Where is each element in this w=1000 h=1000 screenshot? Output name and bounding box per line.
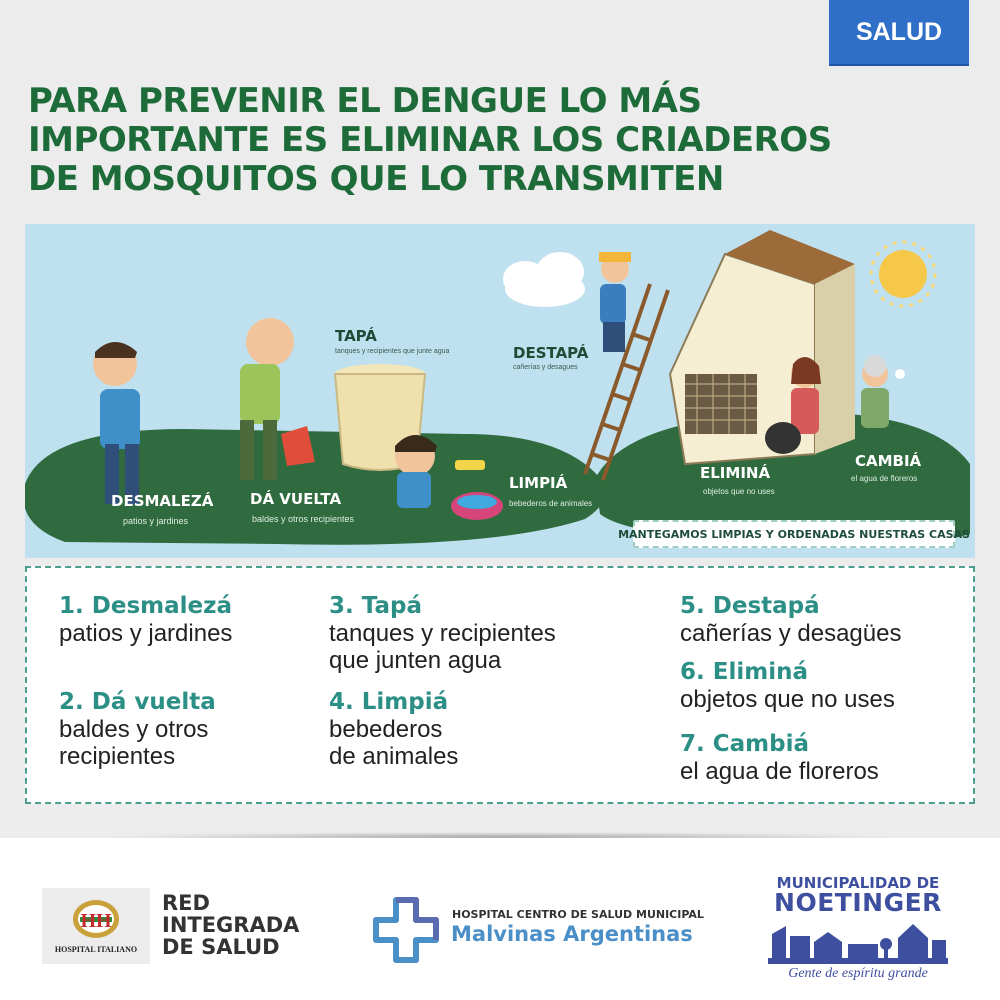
step-item	[680, 658, 895, 713]
step-title: 7. Cambiá	[680, 731, 809, 757]
footer-logos	[0, 838, 1000, 1000]
step-item	[59, 688, 216, 770]
step-item	[680, 730, 879, 785]
town-skyline-icon	[768, 918, 948, 964]
label-cambia: CAMBIÁ	[855, 452, 922, 470]
label-tapa-sub: tanques y recipientes que junte agua	[335, 348, 450, 355]
medical-cross-icon	[370, 894, 442, 966]
label-desmaleza-sub: patios y jardines	[123, 516, 189, 526]
step-title: 3. Tapá	[329, 593, 422, 619]
step-desc: recipientes	[59, 743, 176, 770]
clean-houses-banner: MANTEGAMOS LIMPIAS Y ORDENADAS NUESTRAS CASAS	[633, 520, 955, 548]
step-desc: baldes y otros	[59, 716, 209, 743]
sun-icon	[879, 250, 927, 298]
label-destapa: DESTAPÁ	[513, 344, 589, 362]
red-integrada-logo	[162, 892, 299, 958]
step-title: 4. Limpiá	[329, 689, 449, 715]
step-item	[680, 592, 901, 647]
municipality-line1: MUNICIPALIDAD DE	[776, 874, 940, 892]
red-line: INTEGRADA	[162, 913, 300, 937]
step-item	[329, 688, 458, 770]
label-elimina: ELIMINÁ	[700, 464, 771, 482]
label-da-vuelta-sub: baldes y otros recipientes	[252, 514, 355, 524]
label-limpia-sub: bebederos de animales	[509, 499, 593, 508]
svg-text:HH: HH	[80, 909, 112, 932]
step-title: 5. Destapá	[680, 593, 820, 619]
step-desc: objetos que no uses	[680, 686, 895, 713]
hospital-italiano-icon	[72, 899, 120, 939]
headline-line: IMPORTANTE ES ELIMINAR LOS CRIADEROS	[28, 120, 832, 160]
grandma-with-flowers	[861, 355, 905, 428]
step-desc: cañerías y desagües	[680, 620, 902, 647]
house-icon	[670, 230, 855, 464]
municipality-slogan: Gente de espíritu grande	[788, 966, 928, 981]
label-elimina-sub: objetos que no uses	[703, 487, 775, 496]
label-cambia-sub: el agua de floreros	[851, 474, 918, 483]
step-title: 1. Desmalezá	[59, 593, 233, 619]
step-desc: bebederos	[329, 716, 443, 743]
salud-badge: SALUD	[829, 0, 969, 66]
hospital-italiano-logo	[42, 888, 150, 964]
step-title: 6. Eliminá	[680, 659, 808, 685]
label-limpia: LIMPIÁ	[509, 474, 568, 492]
label-tapa: TAPÁ	[335, 327, 377, 345]
headline-line: DE MOSQUITOS QUE LO TRANSMITEN	[28, 159, 724, 199]
red-line: DE SALUD	[162, 935, 280, 959]
label-da-vuelta: DÁ VUELTA	[250, 490, 342, 508]
step-desc: patios y jardines	[59, 620, 233, 647]
label-desmaleza: DESMALEZÁ	[111, 492, 214, 510]
step-title: 2. Dá vuelta	[59, 689, 216, 715]
label-destapa-sub: cañerías y desagues	[513, 364, 578, 371]
step-desc: tanques y recipientes	[329, 620, 556, 647]
step-item	[329, 592, 556, 674]
hospital-italiano-caption: HOSPITAL ITALIANO	[54, 944, 138, 954]
page-title	[28, 82, 908, 199]
steps-box	[25, 566, 975, 804]
headline-line: PARA PREVENIR EL DENGUE LO MÁS	[28, 81, 702, 121]
hospital-name-line1: HOSPITAL CENTRO DE SALUD MUNICIPAL	[452, 908, 704, 921]
cloud-icon	[503, 252, 585, 307]
step-desc: que junten agua	[329, 647, 502, 674]
step-desc: de animales	[329, 743, 459, 770]
hospital-name-line2: Malvinas Argentinas	[451, 922, 693, 946]
dengue-prevention-illustration	[25, 224, 975, 558]
municipality-line2: NOETINGER	[774, 888, 942, 917]
step-item	[59, 592, 232, 647]
step-desc: el agua de floreros	[680, 758, 879, 785]
man-on-ladder	[599, 252, 631, 352]
red-line: RED	[162, 891, 210, 915]
